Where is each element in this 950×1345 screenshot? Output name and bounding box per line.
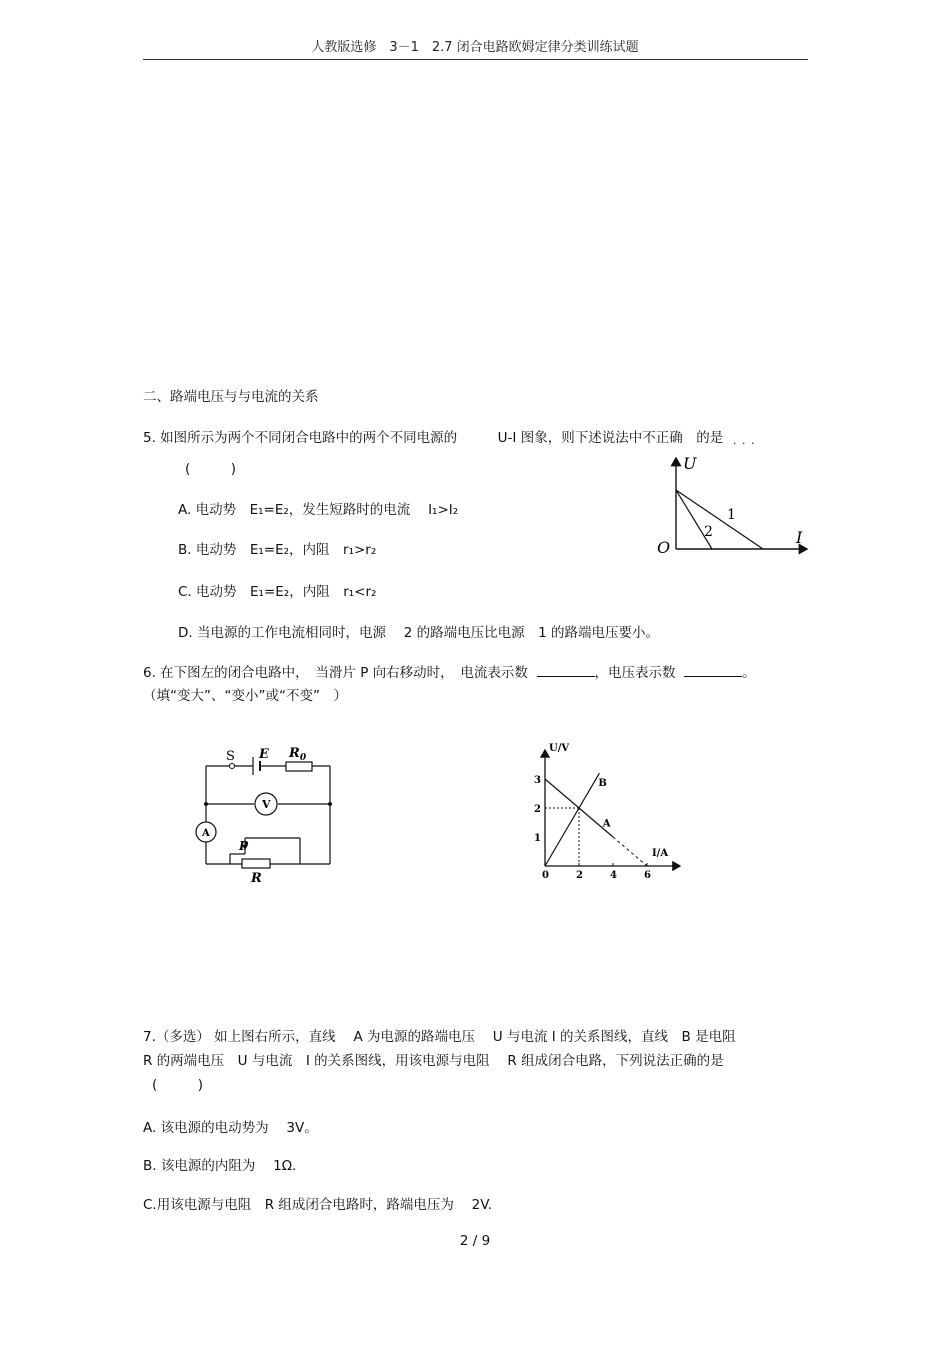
x-tick-label: 0 — [542, 870, 549, 881]
q5-emphasis-dots: · · · — [733, 437, 756, 450]
q5-option-d: D. 当电源的工作电流相同时，电源 2 的路端电压比电源 1 的路端电压要小。 — [178, 625, 660, 641]
q6-text-end: 。 — [742, 665, 756, 681]
voltage-blank[interactable] — [684, 664, 742, 677]
q5-ui-graph — [655, 450, 815, 560]
r0-label: $R_0$ — [289, 746, 307, 763]
i-axis-label: I — [796, 528, 803, 547]
rheostat-label: R — [251, 871, 262, 883]
y-tick-label: 2 — [534, 804, 541, 815]
y-tick-label: 3 — [534, 775, 541, 786]
origin-label: O — [657, 538, 671, 557]
ui-chart — [520, 740, 690, 885]
switch-contact — [230, 764, 235, 769]
chart-y-label: U/V — [549, 743, 570, 754]
current-blank[interactable] — [537, 664, 595, 677]
q6-line-2: （填“变大”、“变小”或“不变” ） — [143, 688, 347, 704]
series-a-dashed — [613, 837, 647, 866]
slider-label: P — [239, 839, 249, 853]
q7-option-b: B. 该电源的内阻为 1Ω. — [143, 1158, 297, 1174]
line-2-label: 2 — [704, 524, 713, 540]
q7-paren: ( ) — [152, 1077, 204, 1093]
switch-label: S — [226, 749, 235, 764]
u-axis-label: U — [683, 454, 697, 473]
page-number: 2 / 9 — [459, 1233, 491, 1249]
ammeter-label: A — [202, 828, 210, 839]
line-1 — [676, 490, 763, 549]
q6-text-before: 6. 在下图左的闭合电路中， 当滑片 P 向右移动时， 电流表示数 — [143, 665, 528, 681]
q6-line-1 — [143, 661, 756, 681]
x-tick-label: 6 — [644, 870, 651, 881]
chart-x-label: I/A — [652, 848, 669, 859]
line-2 — [676, 490, 712, 549]
resistor-r0 — [286, 762, 312, 771]
line-1-label: 1 — [727, 507, 736, 523]
q7-option-a: A. 该电源的电动势为 3V。 — [143, 1120, 318, 1136]
q7-line-1: 7.（多选） 如上图右所示，直线 A 为电源的路端电压 U 与电流 I 的关系图线，直线 B 是电阻 — [143, 1029, 736, 1045]
x-tick-label: 2 — [576, 870, 583, 881]
header-rule — [143, 59, 808, 60]
y-tick-label: 1 — [534, 833, 541, 844]
q5-option-c: C. 电动势 E₁=E₂，内阻 r₁<r₂ — [178, 584, 377, 600]
series-b-line — [545, 773, 599, 866]
q7-line-2: R 的两端电压 U 与电流 I 的关系图线，用该电源与电阻 R 组成闭合电路，下列说法正确的是 — [143, 1053, 724, 1069]
q5-option-a: A. 电动势 E₁=E₂，发生短路时的电流 I₁>I₂ — [178, 502, 459, 518]
series-b-label: B — [598, 778, 607, 790]
q5-paren: ( ) — [185, 461, 237, 477]
page-header: 人教版选修 3－1 2.7 闭合电路欧姆定律分类训练试题 — [311, 40, 639, 55]
q5-option-b: B. 电动势 E₁=E₂，内阻 r₁>r₂ — [178, 542, 377, 558]
circuit-diagram — [190, 738, 340, 883]
q5-stem: 5. 如图所示为两个不同闭合电路中的两个不同电源的 U-I 图象，则下述说法中不正确 的是 — [143, 430, 724, 446]
rheostat-body — [242, 859, 270, 868]
series-a-label: A — [602, 818, 611, 830]
x-tick-label: 4 — [610, 870, 617, 881]
voltmeter-label: V — [262, 798, 271, 811]
q7-option-c: C.用该电源与电阻 R 组成闭合电路时，路端电压为 2V. — [143, 1197, 493, 1213]
emf-label: E — [259, 747, 269, 762]
section-heading: 二、路端电压与与电流的关系 — [143, 389, 319, 405]
q6-text-middle: ，电压表示数 — [594, 665, 676, 681]
